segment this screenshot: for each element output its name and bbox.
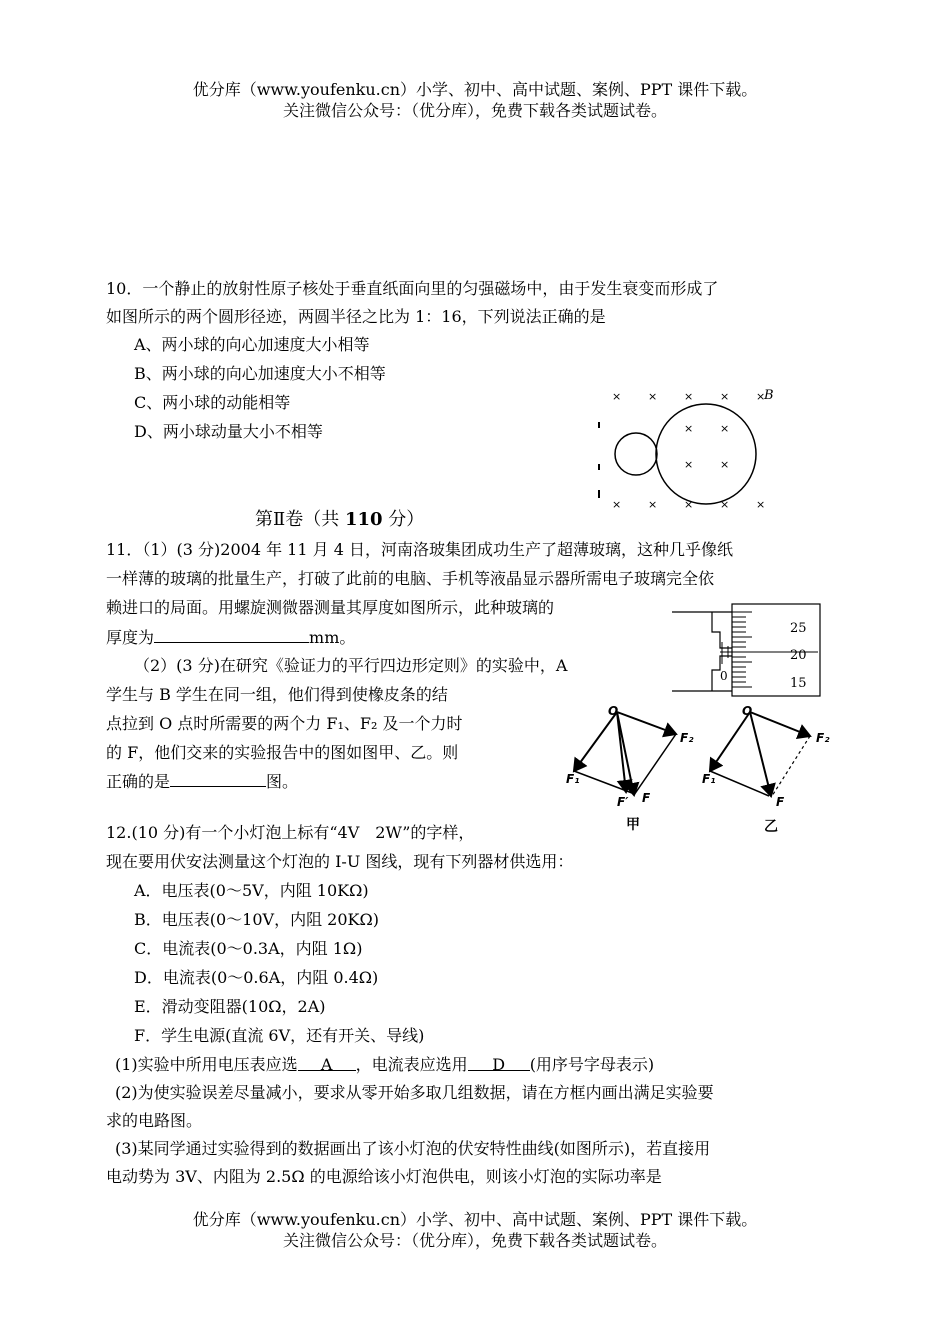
thickness-answer-blank[interactable] (154, 627, 309, 643)
svg-text:×: × (684, 498, 694, 511)
q12-option-e: E．滑动变阻器(10Ω，2A) (134, 997, 326, 1016)
q10-stem-line-1: 10．一个静止的放射性原子核处于垂直纸面向里的匀强磁场中，由于发生衰变而形成了 (106, 279, 719, 298)
voltmeter-answer[interactable]: A (298, 1055, 356, 1071)
q12-sub2-line-2: 求的电路图。 (106, 1111, 203, 1130)
q11-part2-line-5: 正确的是 图。 (106, 772, 299, 791)
svg-text:×: × (720, 422, 730, 435)
footer-line-1: 优分库（www.youfenku.cn）小学、初中、高中试题、案例、PPT 课件下载。 (192, 1210, 758, 1229)
ammeter-answer[interactable]: D (468, 1055, 530, 1071)
q12-option-f: F．学生电源(直流 6V，还有开关、导线) (134, 1026, 425, 1045)
q11-line-4: 厚度为 mm。 (106, 628, 356, 647)
svg-text:×: × (720, 390, 730, 403)
micrometer-tick-25: 25 (790, 621, 807, 636)
q11-line-2: 一样薄的玻璃的批量生产，打破了此前的电脑、手机等液晶显示器所需电子玻璃完全依 (106, 569, 715, 588)
svg-text:×: × (684, 390, 694, 403)
micrometer-tick-15: 15 (790, 676, 807, 691)
q11-line-3: 赖进口的局面。用螺旋测微器测量其厚度如图所示，此种玻璃的 (106, 598, 555, 617)
q12-sub1: (1)实验中所用电压表应选 A ，电流表应选用 D (用序号字母表示) (115, 1055, 655, 1074)
q11-line-1: 11．（1）(3 分)2004 年 11 月 4 日，河南洛玻集团成功生产了超薄玻璃，这种几乎像纸 (106, 540, 733, 559)
q12-sub3-line-1: (3)某同学通过实验得到的数据画出了该小灯泡的伏安特性曲线(如图所示)，若直接用 (115, 1139, 711, 1158)
q12-option-d: D．电流表(0～0.6A，内阻 0.4Ω) (134, 968, 379, 987)
field-cross-marks (612, 390, 765, 511)
yi-f2-label: F₂ (816, 731, 830, 745)
yi-f1-label: F₁ (702, 772, 716, 786)
correct-figure-answer-blank[interactable] (170, 771, 266, 787)
section-2-heading: 第Ⅱ卷（共 110 分） (255, 509, 425, 530)
svg-text:×: × (720, 498, 730, 511)
footer-line-2: 关注微信公众号：（优分库），免费下载各类试题试卷。 (282, 1231, 667, 1250)
q10-magnetic-field-figure (592, 384, 792, 514)
q10-option-d: D、两小球动量大小不相等 (134, 422, 323, 441)
svg-text:×: × (756, 390, 766, 403)
micrometer-figure (672, 598, 822, 702)
micrometer-tick-20: 20 (790, 648, 807, 663)
header-line-2: 关注微信公众号：（优分库），免费下载各类试题试卷。 (282, 101, 667, 120)
jia-o-label: O (608, 704, 619, 718)
q11-part2-line-4: 的 F，他们交来的实验报告中的图如图甲、乙。则 (106, 743, 459, 762)
svg-text:×: × (612, 498, 622, 511)
svg-text:×: × (684, 422, 694, 435)
force-parallelogram-figures (560, 700, 850, 838)
jia-f-prime-label: F′ (617, 795, 629, 809)
svg-text:×: × (684, 458, 694, 471)
q12-sub2-line-1: (2)为使实验误差尽量减小，要求从零开始多取几组数据，请在方框内画出满足实验要 (115, 1083, 714, 1102)
yi-o-label: O (742, 704, 753, 718)
svg-text:×: × (756, 498, 766, 511)
q12-option-c: C．电流表(0～0.3A，内阻 1Ω) (134, 939, 363, 958)
figure-yi (702, 704, 830, 835)
q12-option-b: B．电压表(0～10V，内阻 20KΩ) (134, 910, 380, 929)
yi-f-label: F (776, 795, 785, 809)
jia-f1-label: F₁ (566, 772, 580, 786)
q12-option-a: A．电压表(0～5V，内阻 10KΩ) (134, 881, 369, 900)
large-orbit-circle (656, 404, 756, 504)
figure-jia (566, 704, 694, 833)
q10-stem-line-2: 如图所示的两个圆形径迹，两圆半径之比为 1：16，下列说法正确的是 (106, 307, 606, 326)
q10-option-b: B、两小球的向心加速度大小不相等 (134, 364, 386, 383)
caption-jia: 甲 (626, 817, 640, 833)
svg-text:×: × (648, 498, 658, 511)
caption-yi: 乙 (764, 819, 778, 835)
q11-part2-line-2: 学生与 B 学生在同一组，他们得到使橡皮条的结 (106, 685, 448, 704)
q11-part2-line-3: 点拉到 O 点时所需要的两个力 F₁、F₂ 及一个力时 (106, 714, 463, 733)
q10-option-c: C、两小球的动能相等 (134, 393, 291, 412)
svg-text:×: × (612, 390, 622, 403)
header-line-1: 优分库（www.youfenku.cn）小学、初中、高中试题、案例、PPT 课件下载。 (192, 80, 758, 99)
q11-part2-line-1: （2）(3 分)在研究《验证力的平行四边形定则》的实验中，A (134, 656, 568, 675)
jia-f2-label: F₂ (680, 731, 694, 745)
svg-text:×: × (720, 458, 730, 471)
small-orbit-circle (615, 433, 657, 475)
micrometer-tick-0: 0 (720, 669, 728, 683)
q12-sub3-line-2: 电动势为 3V、内阻为 2.5Ω 的电源给该小灯泡供电，则该小灯泡的实际功率是 (106, 1167, 662, 1186)
q10-option-a: A、两小球的向心加速度大小相等 (134, 335, 370, 354)
q12-line-2: 现在要用伏安法测量这个灯泡的 I-U 图线，现有下列器材供选用： (106, 852, 574, 871)
q12-line-1: 12.(10 分)有一个小灯泡上标有“4V 2W”的字样， (106, 823, 475, 842)
jia-f-label: F (642, 791, 651, 805)
svg-text:×: × (648, 390, 658, 403)
field-b-label: B (764, 388, 774, 403)
